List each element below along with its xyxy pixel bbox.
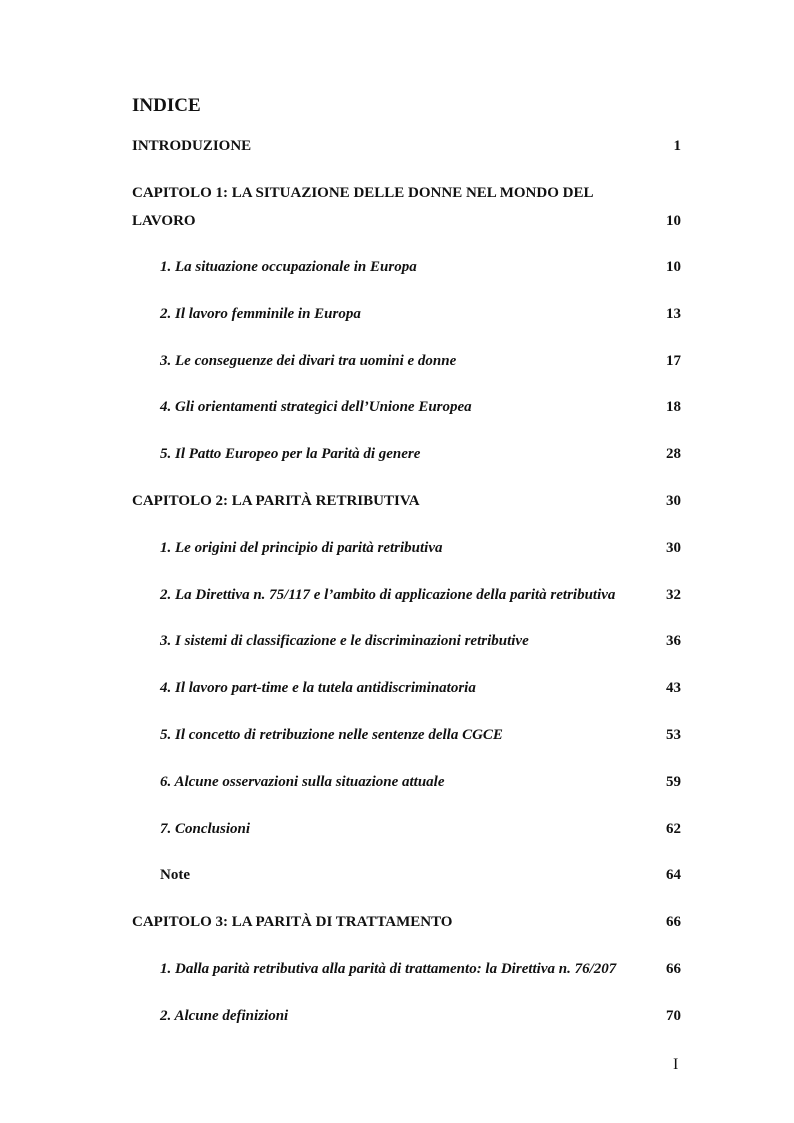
toc-entry-page: 66 — [666, 914, 681, 930]
toc-entry-3-2[interactable] — [160, 1002, 681, 1030]
toc-entry-page: 53 — [666, 727, 681, 743]
toc-entry-page: 62 — [666, 821, 681, 837]
toc-entry-capitolo-2[interactable] — [132, 487, 681, 515]
toc-entry-label: 5. Il Patto Europeo per la Parità di genere — [160, 446, 421, 462]
toc-entry-3-1[interactable] — [160, 955, 681, 983]
toc-entry-page: 28 — [666, 446, 681, 462]
toc-entry-capitolo-3[interactable] — [132, 908, 681, 936]
toc-entry-label: 4. Gli orientamenti strategici dell’Unione Europea — [160, 399, 472, 415]
toc-entry-label: Note — [160, 867, 190, 883]
toc-entry-label: 3. I sistemi di classificazione e le discriminazioni retributive — [160, 633, 529, 649]
toc-entry-2-1[interactable] — [160, 534, 681, 562]
page-number: I — [673, 1056, 679, 1073]
toc-entry-page: 10 — [666, 259, 681, 275]
toc-entry-introduzione[interactable] — [132, 132, 681, 160]
toc-entry-1-2[interactable] — [160, 300, 681, 328]
toc-entry-2-3[interactable] — [160, 627, 681, 655]
toc-entry-label: 2. La Direttiva n. 75/117 e l’ambito di applicazione della parità retributiva — [160, 587, 616, 603]
toc-entry-label: 4. Il lavoro part-time e la tutela antidiscriminatoria — [160, 680, 476, 696]
toc-entry-label: CAPITOLO 3: LA PARITÀ DI TRATTAMENTO — [132, 914, 453, 930]
toc-entry-1-3[interactable] — [160, 347, 681, 375]
page-title: INDICE — [132, 95, 201, 116]
toc-entry-label: 5. Il concetto di retribuzione nelle sentenze della CGCE — [160, 727, 503, 743]
toc-entry-1-1[interactable] — [160, 253, 681, 281]
toc-entry-label: 6. Alcune osservazioni sulla situazione attuale — [160, 774, 445, 790]
toc-entry-page: 64 — [666, 867, 681, 883]
toc-entry-note[interactable] — [160, 861, 681, 889]
toc-entry-label: INTRODUZIONE — [132, 138, 252, 154]
toc-entry-2-5[interactable] — [160, 721, 681, 749]
toc-entry-page: 17 — [666, 353, 681, 369]
toc-entry-label: 2. Alcune definizioni — [160, 1008, 289, 1024]
toc-entry-1-4[interactable] — [160, 393, 681, 421]
toc-entry-page: 13 — [666, 306, 681, 322]
toc-entry-2-7[interactable] — [160, 815, 681, 843]
toc-entry-page: 36 — [666, 633, 681, 649]
toc-entry-label: CAPITOLO 1: LA SITUAZIONE DELLE DONNE NEL MONDO DEL LAVORO — [132, 185, 593, 229]
toc-entry-label: 1. Le origini del principio di parità retributiva — [160, 540, 443, 556]
toc-entry-page: 10 — [666, 213, 681, 229]
toc-entry-page: 70 — [666, 1008, 681, 1024]
toc-entry-capitolo-1[interactable] — [132, 179, 681, 235]
toc-entry-label: 3. Le conseguenze dei divari tra uomini e donne — [160, 353, 457, 369]
toc-entry-label: 2. Il lavoro femminile in Europa — [160, 306, 361, 322]
toc-entry-page: 30 — [666, 493, 681, 509]
toc-entry-2-2[interactable] — [160, 581, 681, 609]
toc-entry-label: 1. Dalla parità retributiva alla parità di trattamento: la Direttiva n. 76/207 — [160, 961, 617, 977]
toc-entry-page: 66 — [666, 961, 681, 977]
toc-entry-page: 59 — [666, 774, 681, 790]
toc-entry-1-5[interactable] — [160, 440, 681, 468]
toc-entry-page: 18 — [666, 399, 681, 415]
toc-entry-page: 43 — [666, 680, 681, 696]
toc-entry-page: 32 — [666, 587, 681, 603]
toc-entry-page: 30 — [666, 540, 681, 556]
toc-entry-label: 1. La situazione occupazionale in Europa — [160, 259, 417, 275]
toc-entry-2-4[interactable] — [160, 674, 681, 702]
toc-entry-label: 7. Conclusioni — [160, 821, 251, 837]
toc-entry-page: 1 — [673, 138, 681, 154]
toc-entry-label: CAPITOLO 2: LA PARITÀ RETRIBUTIVA — [132, 493, 420, 509]
toc-entry-2-6[interactable] — [160, 768, 681, 796]
